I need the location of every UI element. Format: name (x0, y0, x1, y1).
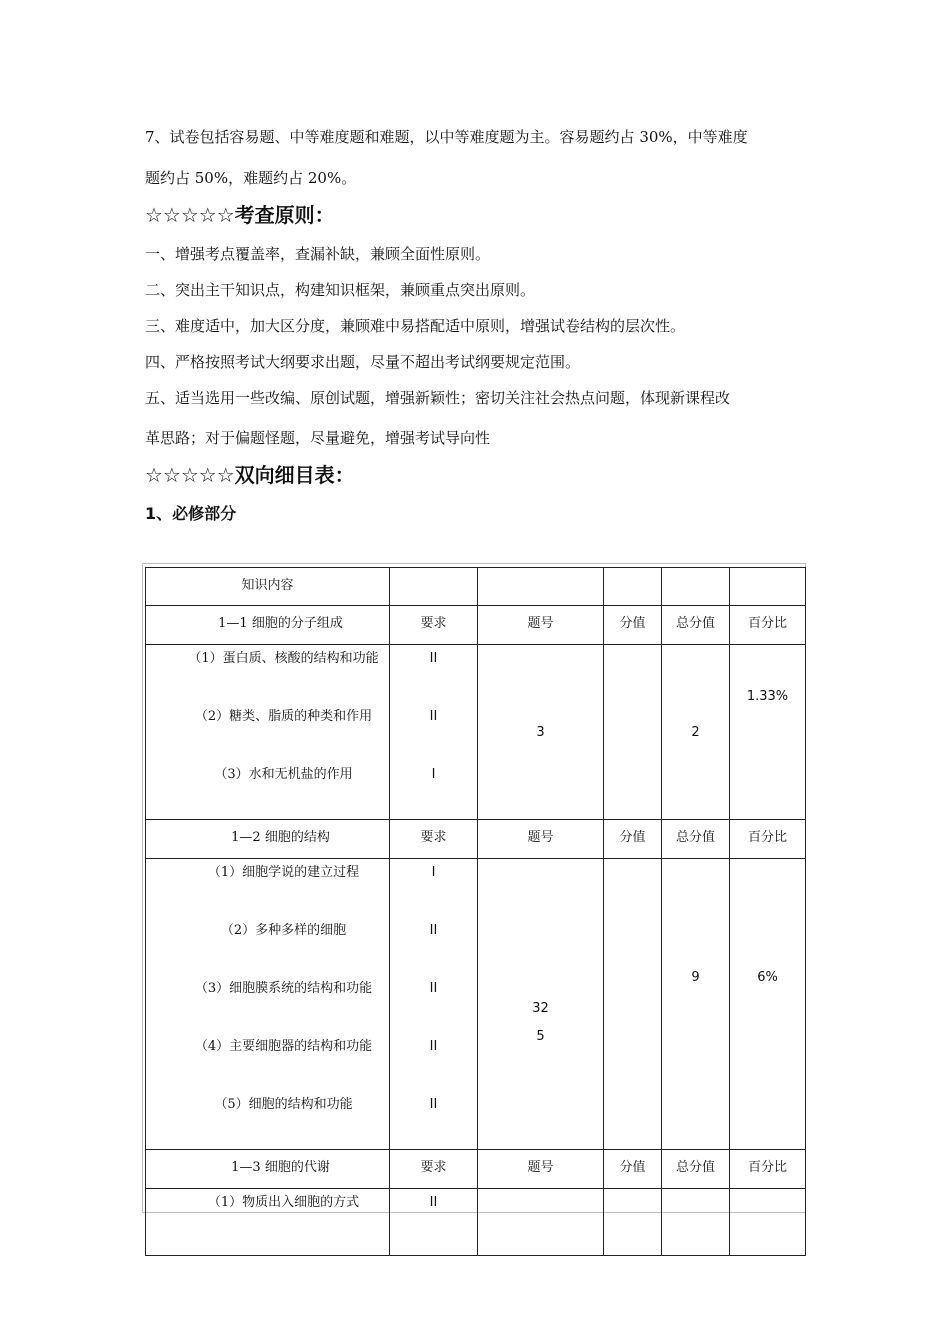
req-value: I (431, 865, 436, 880)
item: （3）细胞膜系统的结构和功能 (194, 981, 373, 996)
section-body-row (146, 859, 806, 1150)
knowledge-content-label: 知识内容 (241, 578, 294, 593)
score-value (604, 859, 662, 1150)
section-items (146, 1189, 390, 1256)
req-value: II (429, 923, 438, 938)
empty-cell (730, 1189, 806, 1256)
total-header: 总分值 (662, 1150, 730, 1189)
percent-value: 6% (730, 859, 806, 1150)
principle-item-5: 五、适当选用一些改编、原创试题，增强新颖性；密切关注社会热点问题，体现新课程改 (145, 389, 731, 407)
empty-header-cell (730, 568, 806, 606)
qnum-value-line-2: 5 (536, 1029, 545, 1044)
percent-header: 百分比 (730, 1150, 806, 1189)
empty-cell (478, 1189, 604, 1256)
req-value: II (429, 981, 438, 996)
item: （1）物质出入细胞的方式 (207, 1195, 360, 1210)
empty-cell (604, 1189, 662, 1256)
principle-item-2: 二、突出主干知识点，构建知识框架，兼顾重点突出原则。 (145, 281, 536, 299)
item: （4）主要细胞器的结构和功能 (194, 1039, 373, 1054)
section-items (146, 859, 390, 1150)
knowledge-content-header (146, 568, 390, 606)
qnum-cell (478, 859, 604, 1150)
section-items (146, 645, 390, 820)
req-value: II (429, 651, 438, 666)
qnum-header: 题号 (478, 820, 604, 859)
item: （2）糖类、脂质的种类和作用 (194, 709, 373, 724)
total-value: 2 (662, 645, 730, 820)
qnum-header: 题号 (478, 606, 604, 645)
principles-heading: ☆☆☆☆☆考查原则： (145, 203, 335, 227)
paragraph-7-line-2: 题约占 50%，难题约占 20%。 (145, 169, 357, 187)
item: （3）水和无机盐的作用 (214, 767, 353, 782)
paragraph-7-line-1: 7、试卷包括容易题、中等难度题和难题，以中等难度题为主。容易题约占 30%，中等难度 (145, 128, 748, 146)
req-value: II (429, 1195, 438, 1210)
section-title: 1—3 细胞的代谢 (146, 1150, 390, 1189)
score-header: 分值 (604, 606, 662, 645)
total-header: 总分值 (662, 820, 730, 859)
score-value (604, 645, 662, 820)
principle-item-4: 四、严格按照考试大纲要求出题，尽量不超出考试纲要规定范围。 (145, 353, 581, 371)
section-header-row (146, 606, 806, 645)
section-header-row (146, 820, 806, 859)
principle-item-3: 三、难度适中，加大区分度，兼顾难中易搭配适中原则，增强试卷结构的层次性。 (145, 317, 686, 335)
section-header-row (146, 1150, 806, 1189)
req-value: II (429, 1039, 438, 1054)
section-body-row (146, 645, 806, 820)
qnum-value-line-1: 32 (532, 1001, 549, 1016)
score-header: 分值 (604, 1150, 662, 1189)
principle-item-1: 一、增强考点覆盖率，查漏补缺，兼顾全面性原则。 (145, 245, 491, 263)
empty-header-cell (478, 568, 604, 606)
req-value: II (429, 1097, 438, 1112)
item: （1）细胞学说的建立过程 (207, 865, 360, 880)
empty-header-cell (604, 568, 662, 606)
req-value: II (429, 709, 438, 724)
item: （1）蛋白质、核酸的结构和功能 (188, 651, 379, 666)
principle-item-5-line-2: 革思路；对于偏题怪题，尽量避免，增强考试导向性 (145, 429, 491, 447)
percent-header: 百分比 (730, 606, 806, 645)
section-reqs (390, 1189, 478, 1256)
percent-header: 百分比 (730, 820, 806, 859)
total-header: 总分值 (662, 606, 730, 645)
req-value: I (431, 767, 436, 782)
percent-value: 1.33% (730, 645, 806, 820)
table-section-heading: ☆☆☆☆☆双向细目表： (145, 463, 355, 487)
empty-header-cell (390, 568, 478, 606)
specification-table (145, 567, 806, 1256)
table-top-header-row (146, 568, 806, 606)
qnum-value: 3 (478, 645, 604, 820)
req-header: 要求 (390, 820, 478, 859)
total-value: 9 (662, 859, 730, 1150)
item: （2）多种多样的细胞 (220, 923, 347, 938)
section-body-row (146, 1189, 806, 1256)
score-header: 分值 (604, 820, 662, 859)
empty-header-cell (662, 568, 730, 606)
section-reqs (390, 859, 478, 1150)
section-reqs (390, 645, 478, 820)
required-part-subheading: 1、必修部分 (145, 504, 237, 523)
req-header: 要求 (390, 606, 478, 645)
section-title: 1—2 细胞的结构 (146, 820, 390, 859)
item: （5）细胞的结构和功能 (214, 1097, 353, 1112)
empty-cell (662, 1189, 730, 1256)
section-title: 1—1 细胞的分子组成 (146, 606, 390, 645)
req-header: 要求 (390, 1150, 478, 1189)
qnum-header: 题号 (478, 1150, 604, 1189)
